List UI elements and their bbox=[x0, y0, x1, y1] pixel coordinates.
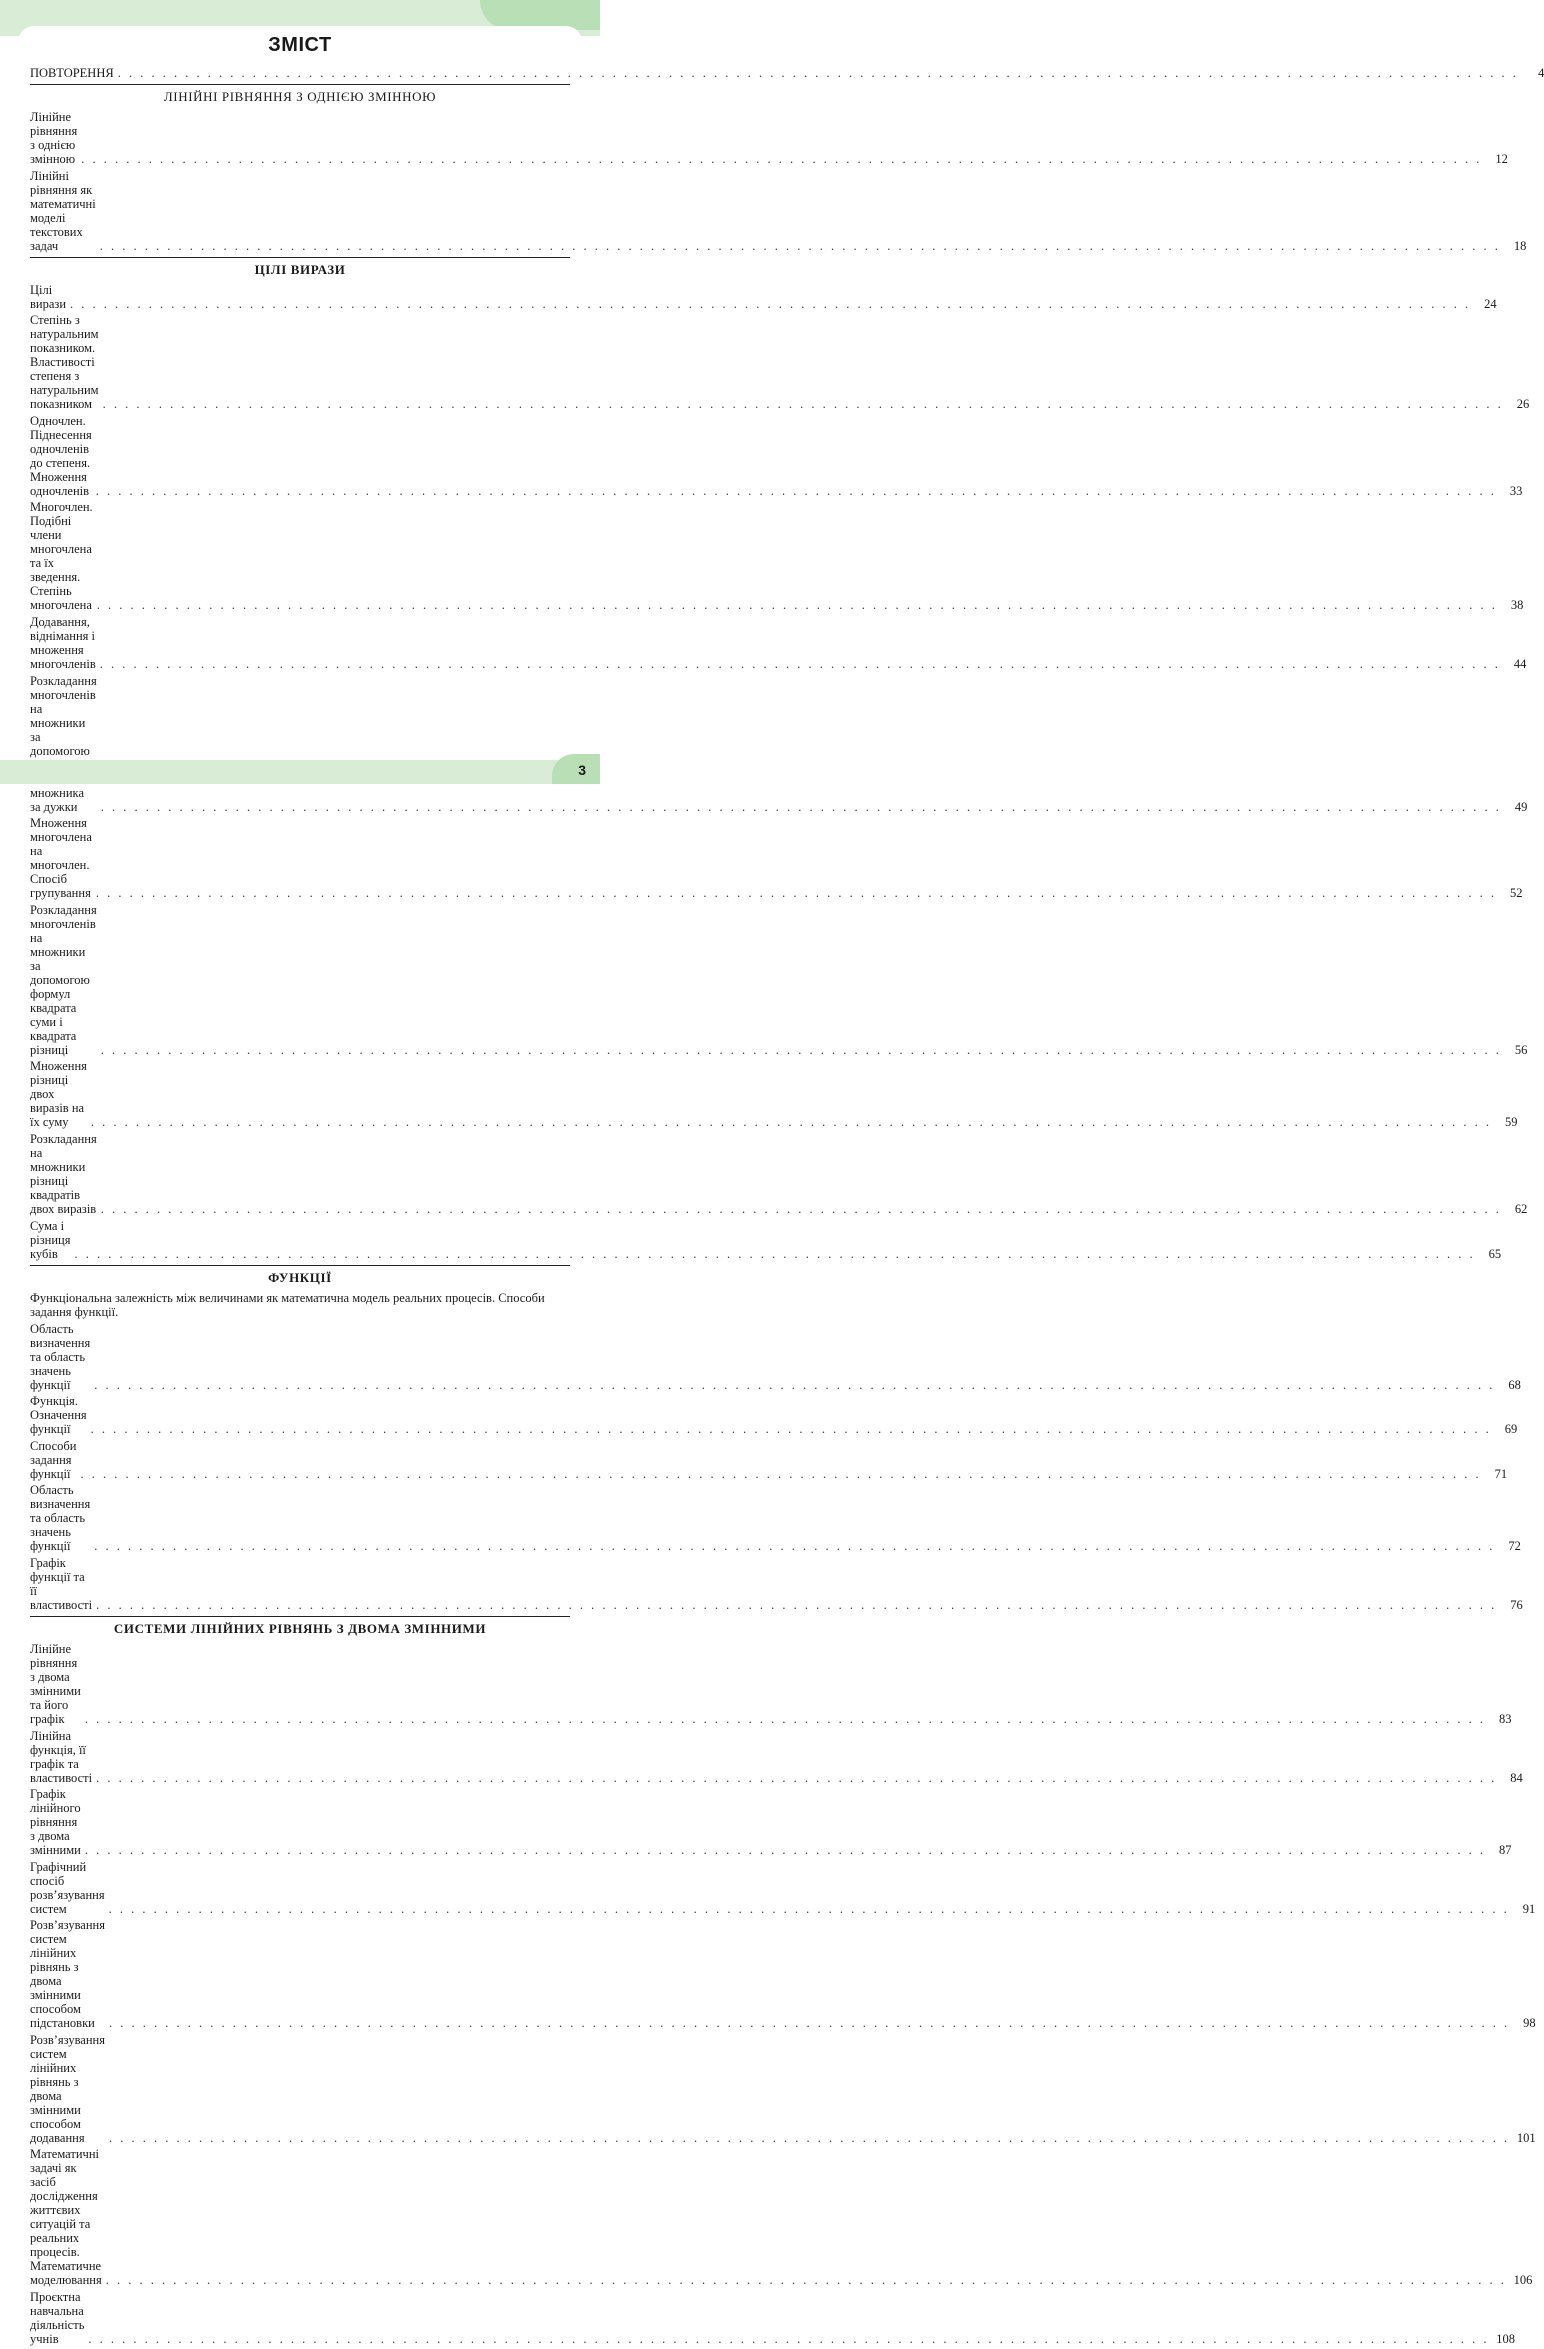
leader-dots bbox=[100, 657, 1501, 671]
toc-entry-page: 76 bbox=[1510, 1597, 1523, 1612]
toc-entry-text: Множення різниці двох виразів на їх суму bbox=[30, 1059, 87, 1130]
toc-entry[interactable] bbox=[30, 1394, 1518, 1437]
toc-entry-page: 62 bbox=[1514, 1201, 1528, 1216]
toc-entry-text: Проєктна навчальна діяльність учнів bbox=[30, 2290, 85, 2347]
leader-dots bbox=[101, 1043, 1502, 1057]
toc-entry[interactable] bbox=[30, 673, 1528, 814]
toc-entry-text: Розв’язування систем лінійних рівнянь з двома змінними способом додавання bbox=[30, 2032, 105, 2145]
toc-entry[interactable] bbox=[30, 313, 1530, 412]
page-number-tab bbox=[552, 754, 600, 784]
leader-dots bbox=[91, 1422, 1492, 1436]
toc-entry[interactable] bbox=[30, 1321, 1521, 1392]
toc-entry-page: 26 bbox=[1516, 397, 1530, 412]
toc-entry-text: Сума і різниця кубів bbox=[30, 1218, 71, 1261]
leader-dots bbox=[101, 1202, 1502, 1216]
toc-entry-page: 101 bbox=[1516, 2130, 1536, 2145]
leader-dots bbox=[96, 1598, 1497, 1612]
toc-entry-page: 108 bbox=[1496, 2332, 1516, 2347]
toc-entry-page: 38 bbox=[1510, 598, 1524, 613]
toc-entry[interactable] bbox=[30, 1218, 1502, 1261]
toc-entry-text: Лінійні рівняння як математичні моделі текстових задач bbox=[30, 168, 96, 253]
toc-entry-page: 83 bbox=[1498, 1711, 1512, 1726]
leader-dots bbox=[70, 297, 1471, 311]
leader-dots bbox=[85, 1712, 1486, 1726]
toc-entry-text: Степінь з натуральним показником. Властивості степеня з натуральним показником bbox=[30, 313, 99, 412]
toc-entry-text: Способи задання функції bbox=[30, 1438, 77, 1481]
leader-dots bbox=[103, 397, 1504, 411]
section-heading: СИСТЕМИ ЛІНІЙНИХ РІВНЯНЬ З ДВОМА ЗМІННИМИ bbox=[30, 1616, 570, 1637]
toc-entry[interactable] bbox=[30, 902, 1528, 1057]
leader-dots bbox=[81, 152, 1482, 166]
toc-entry-page: 65 bbox=[1488, 1246, 1502, 1261]
leader-dots bbox=[94, 1378, 1495, 1392]
section-heading: ЦІЛІ ВИРАЗИ bbox=[30, 257, 570, 278]
leader-dots bbox=[91, 1115, 1492, 1129]
toc-entry-page: 56 bbox=[1514, 1042, 1528, 1057]
toc-entry-text: Графік лінійного рівняння з двома змінними bbox=[30, 1787, 81, 1858]
leader-dots bbox=[109, 2016, 1510, 2030]
toc-entry[interactable] bbox=[30, 110, 1508, 166]
toc-entry[interactable] bbox=[30, 2290, 1516, 2347]
leader-dots bbox=[88, 2332, 1489, 2346]
toc-entry-text: Лінійне рівняння з двома змінними та його графік bbox=[30, 1641, 81, 1726]
toc-entry-page: 33 bbox=[1509, 483, 1523, 498]
toc-entry-text: Додавання, віднімання і множення многочленів bbox=[30, 614, 96, 671]
toc-entry[interactable] bbox=[30, 1131, 1528, 1216]
leader-dots bbox=[109, 2131, 1510, 2145]
toc-entry[interactable] bbox=[30, 500, 1524, 613]
toc-entry-text: Область визначення та область значень функції bbox=[30, 1321, 91, 1392]
section-heading: ЛІНІЙНІ РІВНЯННЯ З ОДНІЄЮ ЗМІННОЮ bbox=[30, 84, 570, 105]
leader-dots bbox=[118, 66, 1519, 80]
page-number: 3 bbox=[578, 762, 586, 778]
page-title: ЗМІСТ bbox=[268, 34, 332, 56]
toc-entry-page: 71 bbox=[1494, 1466, 1508, 1481]
toc-entry[interactable] bbox=[30, 168, 1527, 253]
toc-entry-page: 12 bbox=[1495, 152, 1508, 166]
toc-entry[interactable] bbox=[30, 816, 1523, 901]
toc-entry-text: Графічний спосіб розв’язування систем bbox=[30, 1859, 105, 1916]
toc-entry-page: 68 bbox=[1508, 1377, 1521, 1392]
toc-entry-text: Многочлен. Подібні члени многочлена та їх зведення. Степінь многочлена bbox=[30, 500, 93, 613]
toc-entry-page: 49 bbox=[1514, 799, 1528, 814]
leader-dots bbox=[101, 800, 1502, 814]
leader-dots bbox=[106, 2273, 1507, 2287]
toc-entry[interactable] bbox=[30, 1728, 1523, 1785]
toc-entry-text: Одночлен. Піднесення одночленів до степеня. Множення одночленів bbox=[30, 413, 92, 498]
toc-entry-page: 52 bbox=[1510, 886, 1523, 901]
table-of-contents bbox=[30, 66, 1544, 2349]
toc-entry[interactable] bbox=[30, 1483, 1521, 1554]
toc-entry-text: Лінійна функція, її графік та властивості bbox=[30, 1728, 93, 1785]
toc-entry[interactable] bbox=[30, 1438, 1508, 1481]
section-heading: ФУНКЦІЇ bbox=[30, 1265, 570, 1286]
toc-entry-page: 87 bbox=[1498, 1843, 1512, 1858]
leader-dots bbox=[96, 1771, 1497, 1785]
toc-entry-text: Математичні задачі як засіб дослідження життєвих ситуацій та реальних процесів. Математичне моделювання bbox=[30, 2147, 102, 2288]
toc-entry-text: Цілі вирази bbox=[30, 282, 67, 311]
leader-dots bbox=[97, 598, 1498, 612]
toc-entry-page: 44 bbox=[1513, 656, 1527, 671]
toc-entry-text: Функція. Означення функції bbox=[30, 1394, 87, 1437]
leader-dots bbox=[85, 1843, 1486, 1857]
toc-entry-page: 98 bbox=[1523, 2016, 1536, 2031]
toc-entry-text: Лінійне рівняння з однією змінною bbox=[30, 110, 78, 166]
section-intro: Функціональна залежність між величинами як математична модель реальних процесів. Способи задання функції. bbox=[30, 1290, 545, 1319]
toc-entry[interactable] bbox=[30, 2032, 1536, 2145]
toc-entry-text: Область визначення та область значень функції bbox=[30, 1483, 91, 1554]
toc-entry-page: 69 bbox=[1504, 1422, 1518, 1437]
toc-entry-page: 18 bbox=[1513, 238, 1527, 253]
leader-dots bbox=[109, 1902, 1510, 1916]
leader-dots bbox=[74, 1247, 1475, 1261]
toc-entry-text: Розкладання на множники різниці квадратів двох виразів bbox=[30, 1131, 97, 1216]
leader-dots bbox=[100, 239, 1501, 253]
toc-entry[interactable] bbox=[30, 282, 1497, 311]
toc-entry[interactable] bbox=[30, 614, 1527, 671]
toc-entry[interactable] bbox=[30, 1555, 1523, 1612]
toc-entry-page: 84 bbox=[1510, 1770, 1523, 1785]
leader-dots bbox=[94, 1539, 1495, 1553]
toc-entry-text: ПОВТОРЕННЯ bbox=[30, 66, 114, 80]
toc-entry-text: Графік функції та її властивості bbox=[30, 1555, 93, 1612]
toc-entry[interactable] bbox=[30, 1641, 1512, 1726]
toc-entry-repetition[interactable] bbox=[30, 66, 1544, 80]
leader-dots bbox=[96, 886, 1497, 900]
toc-entry-text: Розкладання многочленів на множники за допомогою множника за дужки bbox=[30, 673, 97, 814]
toc-entry-page: 91 bbox=[1522, 1901, 1536, 1916]
toc-entry[interactable] bbox=[30, 1059, 1518, 1130]
leader-dots bbox=[80, 1467, 1481, 1481]
toc-entry[interactable] bbox=[30, 2147, 1533, 2288]
toc-entry-text: Розкладання многочленів на множники за допомогою формул квадрата суми і квадрата різниці bbox=[30, 902, 97, 1057]
toc-entry-page: 24 bbox=[1484, 296, 1497, 311]
leader-dots bbox=[96, 484, 1497, 498]
toc-entry-page: 72 bbox=[1508, 1539, 1521, 1554]
toc-entry-page: 106 bbox=[1513, 2273, 1533, 2288]
toc-entry[interactable] bbox=[30, 1859, 1536, 1916]
bottom-decor-band bbox=[0, 760, 600, 784]
toc-entry[interactable] bbox=[30, 1918, 1536, 2031]
toc-entry[interactable] bbox=[30, 413, 1523, 498]
toc-entry-page: 4 bbox=[1538, 66, 1544, 80]
toc-entry-text: Розв’язування систем лінійних рівнянь з двома змінними способом підстановки bbox=[30, 1918, 105, 2031]
toc-entry[interactable] bbox=[30, 1787, 1512, 1858]
toc-entry-text: Множення многочлена на многочлен. Спосіб групування bbox=[30, 816, 92, 901]
toc-entry-page: 59 bbox=[1505, 1115, 1518, 1130]
